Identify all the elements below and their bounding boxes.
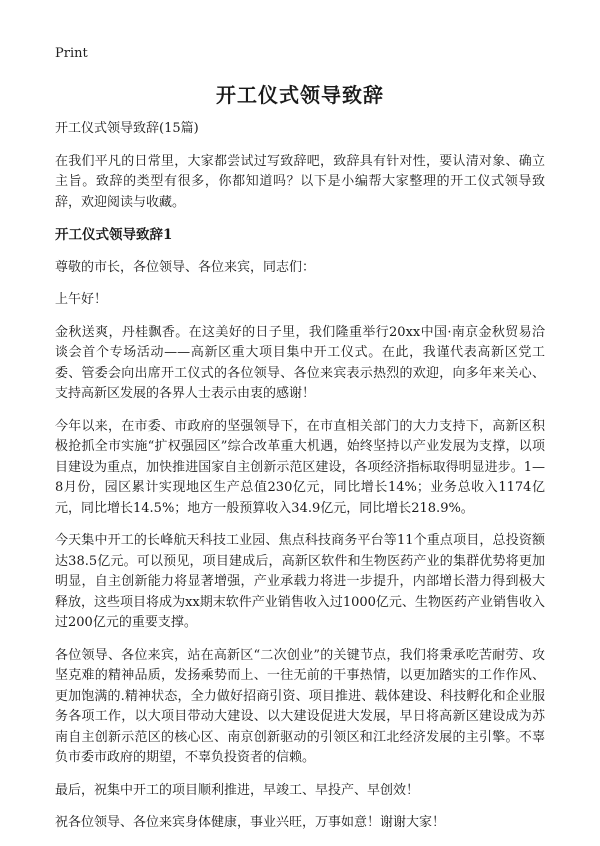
document-body — [55, 119, 545, 846]
section-heading: 开工仪式领导致辞1 — [55, 227, 173, 243]
body-paragraph: 各位领导、各位来宾，站在高新区“二次创业”的关键节点，我们将秉承吃苦耐劳、攻坚克难的精神品质，发扬乘势而上、一往无前的干事热情，以更加踏实的工作作风、更加饱满的.精神状态，全力做好招商引资、项目推进、载体建设、科技孵化和企业服务各项工作，以大项目带动大建设、以大建设促进大发展，早日将高新区建设成为苏南自主创新示范区的核心区、南京创新驱动的引领区和江北经济发展的主引擎。不辜负市委市政府的期望，不辜负投资者的信赖。 — [55, 647, 545, 765]
print-link[interactable]: Print — [55, 46, 88, 61]
intro-paragraph: 在我们平凡的日常里，大家都尝试过写致辞吧，致辞具有针对性，要认清对象、确立主旨。致辞的类型有很多，你都知道吗？以下是小编帮大家整理的开工仪式领导致辞，欢迎阅读与收藏。 — [55, 153, 545, 210]
body-paragraph: 今天集中开工的长峰航天科技工业园、焦点科技商务平台等11个重点项目，总投资额达38.5亿元。可以预见，项目建成后，高新区软件和生物医药产业的集群优势将更加明显，自主创新能力将显著增强，产业承载力将进一步提升，内部增长潜力得到极大释放，这些项目将成为xx期末软件产业销售收入过1000亿元、生物医药产业销售收入过200亿元的重要支撑。 — [55, 533, 545, 630]
closing-paragraph: 祝各位领导、各位来宾身体健康，事业兴旺，万事如意！谢谢大家！ — [55, 815, 446, 830]
body-paragraph: 金秋送爽，丹桂飘香。在这美好的日子里，我们隆重举行20xx中国·南京金秋贸易洽谈会首个专场活动——高新区重大项目集中开工仪式。在此，我谨代表高新区党工委、管委会向出席开工仪式的各位领导、各位来宾表示热烈的欢迎，向多年来关心、支持高新区发展的各界人士表示由衷的感谢！ — [55, 324, 545, 401]
greeting-paragraph: 上午好！ — [55, 292, 108, 307]
closing-paragraph: 最后，祝集中开工的项目顺利推进，早竣工、早投产、早创效！ — [55, 782, 420, 798]
body-paragraph: 今年以来，在市委、市政府的坚强领导下，在市直相关部门的大力支持下，高新区积极抢抓全市实施“扩权强园区”综合改革重大机遇，始终坚持以产业发展为支撑，以项目建设为重点，加快推进国家自主创新示范区建设，各项经济指标取得明显进步。1—8月份，园区累计实现地区生产总值230亿元，同比增长14%；业务总收入1174亿元，同比增长14.5%；地方一般预算收入34.9亿元，同比增长218.9%。 — [55, 418, 545, 516]
salutation-paragraph: 尊敬的市长，各位领导、各位来宾，同志们： — [55, 259, 316, 275]
document-subtitle: 开工仪式领导致辞(15篇) — [55, 121, 199, 136]
page-title: 开工仪式领导致辞 — [216, 83, 384, 107]
